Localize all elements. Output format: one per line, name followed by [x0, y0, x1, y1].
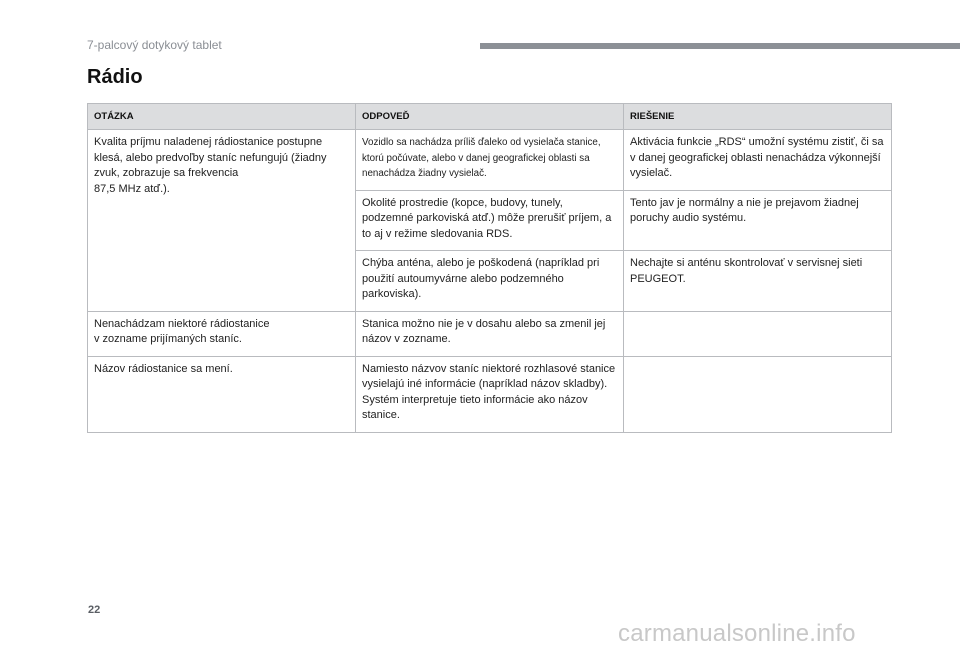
solution-cell	[624, 356, 892, 432]
header-bar	[480, 43, 960, 49]
table-header-row	[88, 104, 892, 130]
solution-cell	[624, 311, 892, 356]
solution-cell: Tento jav je normálny a nie je prejavom žiadnej poruchy audio systému.	[624, 190, 892, 251]
question-cell: Názov rádiostanice sa mení.	[88, 356, 356, 432]
page-title: Rádio	[87, 66, 143, 88]
answer-cell: Vozidlo sa nachádza príliš ďaleko od vysielača stanice, ktorú počúvate, alebo v danej geografickej oblasti sa nenachádza žiadny vysielač.	[356, 130, 624, 191]
answer-cell: Stanica možno nie je v dosahu alebo sa zmenil jej názov v zozname.	[356, 311, 624, 356]
page-number: 22	[88, 604, 101, 616]
solution-cell: Aktivácia funkcie „RDS“ umožní systému zistiť, či sa v danej geografickej oblasti nenachádza výkonnejší vysielač.	[624, 130, 892, 191]
table-row	[88, 311, 892, 356]
faq-table	[87, 103, 892, 433]
table-row	[88, 130, 892, 191]
question-cell: Nenachádzam niektoré rádiostanice v zozname prijímaných staníc.	[88, 311, 356, 356]
table-row	[88, 356, 892, 432]
column-header-question: OTÁZKA	[88, 104, 356, 130]
column-header-answer: ODPOVEĎ	[356, 104, 624, 130]
watermark: carmanualsonline.info	[618, 620, 856, 647]
section-header: 7-palcový dotykový tablet	[87, 38, 222, 52]
answer-cell: Chýba anténa, alebo je poškodená (napríklad pri použití autoumyvárne alebo podzemného parkoviska).	[356, 251, 624, 312]
solution-cell: Nechajte si anténu skontrolovať v servisnej sieti PEUGEOT.	[624, 251, 892, 312]
answer-cell: Okolité prostredie (kopce, budovy, tunely, podzemné parkoviská atď.) môže prerušiť príjem, a to aj v režime sledovania RDS.	[356, 190, 624, 251]
answer-cell: Namiesto názvov staníc niektoré rozhlasové stanice vysielajú iné informácie (napríklad názov skladby). Systém interpretuje tieto informácie ako názov stanice.	[356, 356, 624, 432]
question-cell: Kvalita príjmu naladenej rádiostanice postupne klesá, alebo predvoľby staníc nefungujú (žiadny zvuk, zobrazuje sa frekvencia 87,5 MHz atď.).	[88, 130, 356, 312]
column-header-solution: RIEŠENIE	[624, 104, 892, 130]
